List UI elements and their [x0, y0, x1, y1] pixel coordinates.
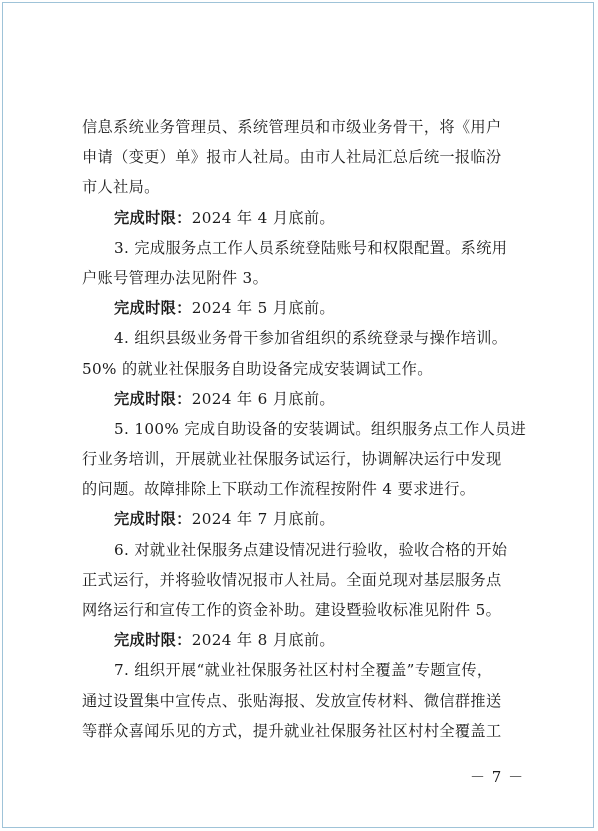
paragraph-line: 行业务培训，开展就业社保服务试运行，协调解决运行中发现 [82, 450, 502, 469]
paragraph-line: 的问题。故障排除上下联动工作流程按附件 4 要求进行。 [82, 480, 476, 499]
page-number: － 7 － [470, 768, 525, 786]
deadline-line [82, 504, 530, 534]
paragraph-line: 通过设置集中宣传点、张贴海报、发放宣传材料、微信群推送 [82, 691, 502, 710]
paragraph-line: 50% 的就业社保服务自助设备完成安装调试工作。 [82, 359, 433, 378]
deadline-line [82, 384, 530, 414]
paragraph-line: 5. 100% 完成自助设备的安装调试。组织服务点工作人员进 [114, 419, 527, 438]
paragraph-line: 市人社局。 [82, 178, 160, 197]
deadline-label: 完成时限： [114, 510, 192, 529]
deadline-date: 2024 年 8 月底前。 [191, 631, 335, 650]
deadline-line [82, 293, 530, 323]
deadline-label: 完成时限： [114, 389, 192, 408]
paragraph-line: 户账号管理办法见附件 3。 [82, 268, 269, 287]
paragraph-line: 3. 完成服务点工作人员系统登陆账号和权限配置。系统用 [114, 238, 508, 257]
deadline-date: 2024 年 7 月底前。 [191, 510, 335, 529]
paragraph-line: 4. 组织县级业务骨干参加省组织的系统登录与操作培训。 [114, 329, 508, 348]
deadline-date: 2024 年 5 月底前。 [191, 299, 335, 318]
deadline-label: 完成时限： [114, 631, 192, 650]
document-body [82, 112, 530, 746]
paragraph-line: 申请（变更）单》报市人社局。由市人社局汇总后统一报临汾 [82, 148, 502, 167]
paragraph-line: 7. 组织开展“就业社保服务社区村村全覆盖”专题宣传， [114, 661, 493, 680]
deadline-line [82, 203, 530, 233]
paragraph-line: 正式运行，并将验收情况报市人社局。全面兑现对基层服务点 [82, 570, 502, 589]
paragraph-line: 信息系统业务管理员、系统管理员和市级业务骨干，将《用户 [82, 118, 502, 136]
paragraph-line: 等群众喜闻乐见的方式，提升就业社保服务社区村村全覆盖工 [82, 721, 502, 740]
deadline-date: 2024 年 4 月底前。 [191, 208, 335, 227]
deadline-date: 2024 年 6 月底前。 [191, 389, 335, 408]
deadline-line [82, 625, 530, 655]
deadline-label: 完成时限： [114, 299, 192, 318]
paragraph-line: 6. 对就业社保服务点建设情况进行验收，验收合格的开始 [114, 540, 508, 559]
deadline-label: 完成时限： [114, 208, 192, 227]
paragraph-line: 网络运行和宣传工作的资金补助。建设暨验收标准见附件 5。 [82, 601, 502, 619]
